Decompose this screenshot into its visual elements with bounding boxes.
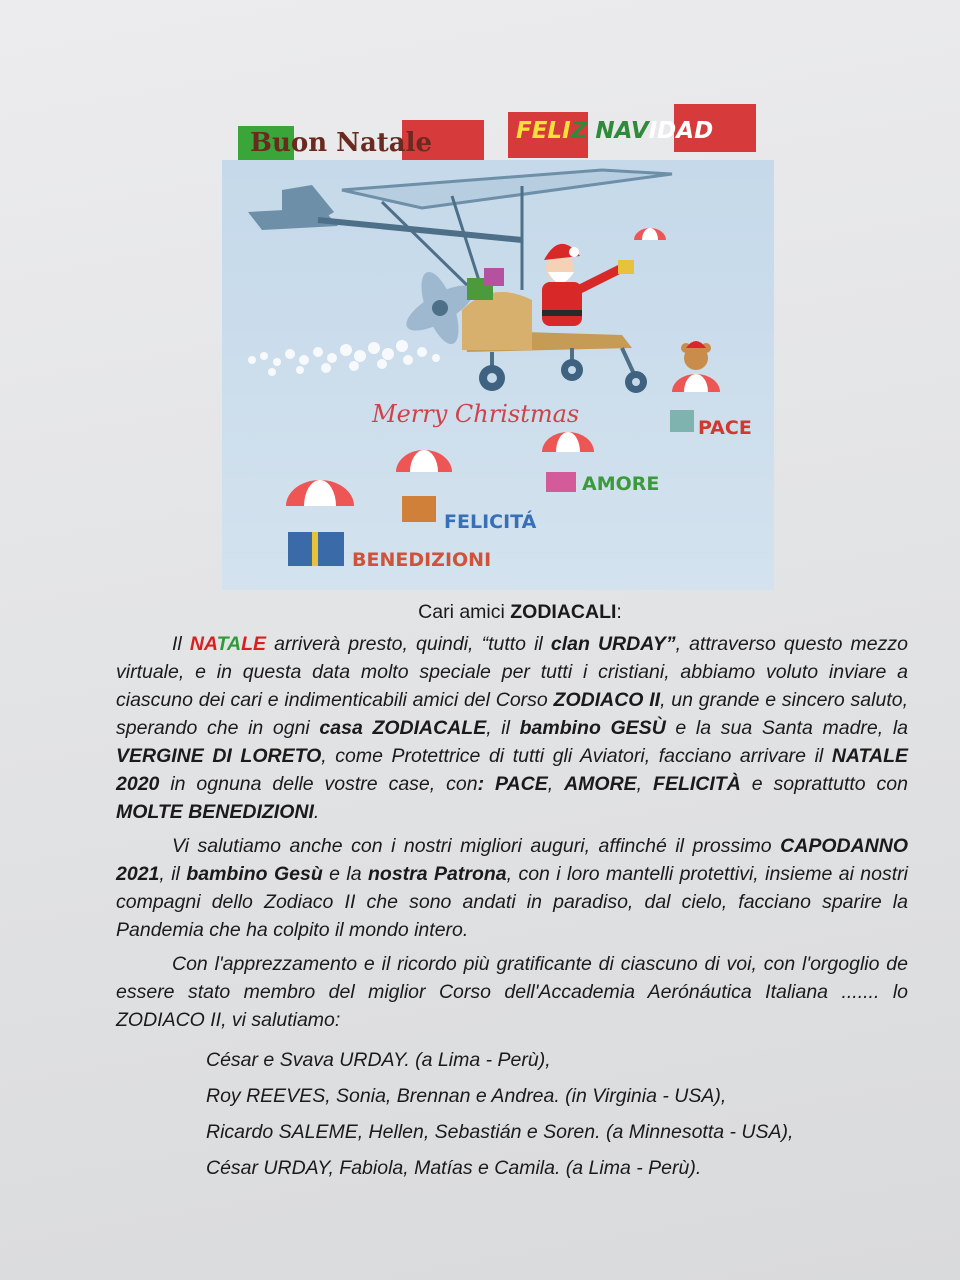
- emphasis-text: FELICITÀ: [653, 773, 741, 795]
- text-run: LE: [241, 633, 267, 655]
- feliz-navidad-banner: [508, 104, 758, 162]
- buon-natale-text: Buon Natale: [250, 128, 433, 158]
- signature-line: César e Svava URDAY. (a Lima - Perù),: [206, 1049, 551, 1071]
- text-run: arriverà presto, quindi, “tutto il: [266, 633, 551, 655]
- emphasis-text: : PACE: [477, 773, 548, 795]
- greeting-bold: ZODIACALI: [510, 601, 617, 623]
- feliz-navidad-text: [516, 118, 713, 144]
- text-run: , il: [159, 863, 187, 885]
- word-felicita: FELICITÁ: [444, 511, 537, 533]
- text-run: , il: [486, 717, 520, 739]
- text-run: Il: [172, 633, 190, 655]
- text-run: e soprattutto con: [740, 773, 908, 795]
- emphasis-text: CAPODANNO 2021: [116, 835, 908, 885]
- signature-line: César URDAY, Fabiola, Matías e Camila. (a Lima - Perù).: [206, 1157, 702, 1179]
- text-run: , con i loro mantelli protettivi, insieme ai nostri compagni dello Zodiaco II che sono andati in paradiso, dal cielo, facciano sparire la Pandemia che ha colpito il mondo intero.: [116, 863, 908, 941]
- paragraph-1: [116, 630, 908, 826]
- letter-greeting: [116, 598, 908, 626]
- idad-part: IDAD: [648, 118, 714, 144]
- text-run: , come Protettrice di tutti gli Aviatori, facciano arrivare il: [321, 745, 832, 767]
- text-run: .: [313, 801, 320, 823]
- emphasis-text: nostra Patrona: [368, 863, 507, 885]
- emphasis-text: MOLTE BENEDIZIONI: [116, 801, 314, 823]
- emphasis-text: casa ZODIACALE: [319, 717, 487, 739]
- text-run: ,: [547, 773, 565, 795]
- gift-pace: [670, 410, 694, 432]
- signature-line: Roy REEVES, Sonia, Brennan e Andrea. (in Virginia - USA),: [206, 1085, 727, 1107]
- emphasis-text: ZODIACO II: [553, 689, 661, 711]
- paragraph-3: Con l'apprezzamento e il ricordo più gratificante di ciascuno di voi, con l'orgoglio de essere stato membro del miglior Corso dell'Accademia Aerónáutica Italiana ....... lo ZODIACO II, vi salutiamo:: [116, 953, 908, 1031]
- text-run: , un grande e sincero saluto, sperando che in ogni: [116, 689, 909, 739]
- word-pace: PACE: [698, 417, 752, 439]
- text-run: in ognuna delle vostre case, con: [159, 773, 478, 795]
- signature-line: Ricardo SALEME, Hellen, Sebastián e Soren. (a Minnesotta - USA),: [206, 1121, 794, 1143]
- santa-plane-illustration: [222, 160, 774, 590]
- emphasis-text: NATALE 2020: [116, 745, 908, 795]
- emphasis-text: clan URDAY”: [550, 633, 676, 655]
- emphasis-text: AMORE: [564, 773, 637, 795]
- nav-part: Z NAV: [570, 118, 649, 144]
- word-benedizioni: BENEDIZIONI: [352, 549, 492, 571]
- emphasis-text: bambino Gesù: [186, 863, 323, 885]
- text-run: NA: [189, 633, 217, 655]
- merry-christmas-text: Merry Christmas: [372, 400, 580, 428]
- greeting-suffix: :: [616, 601, 622, 623]
- paragraph-2: [116, 832, 908, 944]
- text-run: e la: [322, 863, 369, 885]
- word-amore: AMORE: [582, 473, 660, 495]
- greeting-prefix: Cari amici: [418, 601, 511, 623]
- signatures-list: [206, 1042, 908, 1186]
- text-run: TA: [216, 633, 242, 655]
- feliz-part: FELI: [516, 118, 571, 144]
- greeting-banner: [236, 104, 756, 166]
- text-run: e la sua Santa madre, la: [665, 717, 909, 739]
- emphasis-text: VERGINE DI LORETO: [116, 745, 322, 767]
- text-run: Vi salutiamo anche con i nostri migliori auguri, affinché il prossimo: [172, 835, 781, 857]
- letter-body: [116, 598, 908, 1186]
- emphasis-text: bambino GESÙ: [519, 717, 666, 739]
- text-run: ,: [636, 773, 654, 795]
- text-run: , attraverso questo mezzo virtuale, e in questa data molto speciale per tutti i cristiani, abbiamo voluto inviare a ciascuno dei cari e indimenticabili amici del Corso: [116, 633, 908, 711]
